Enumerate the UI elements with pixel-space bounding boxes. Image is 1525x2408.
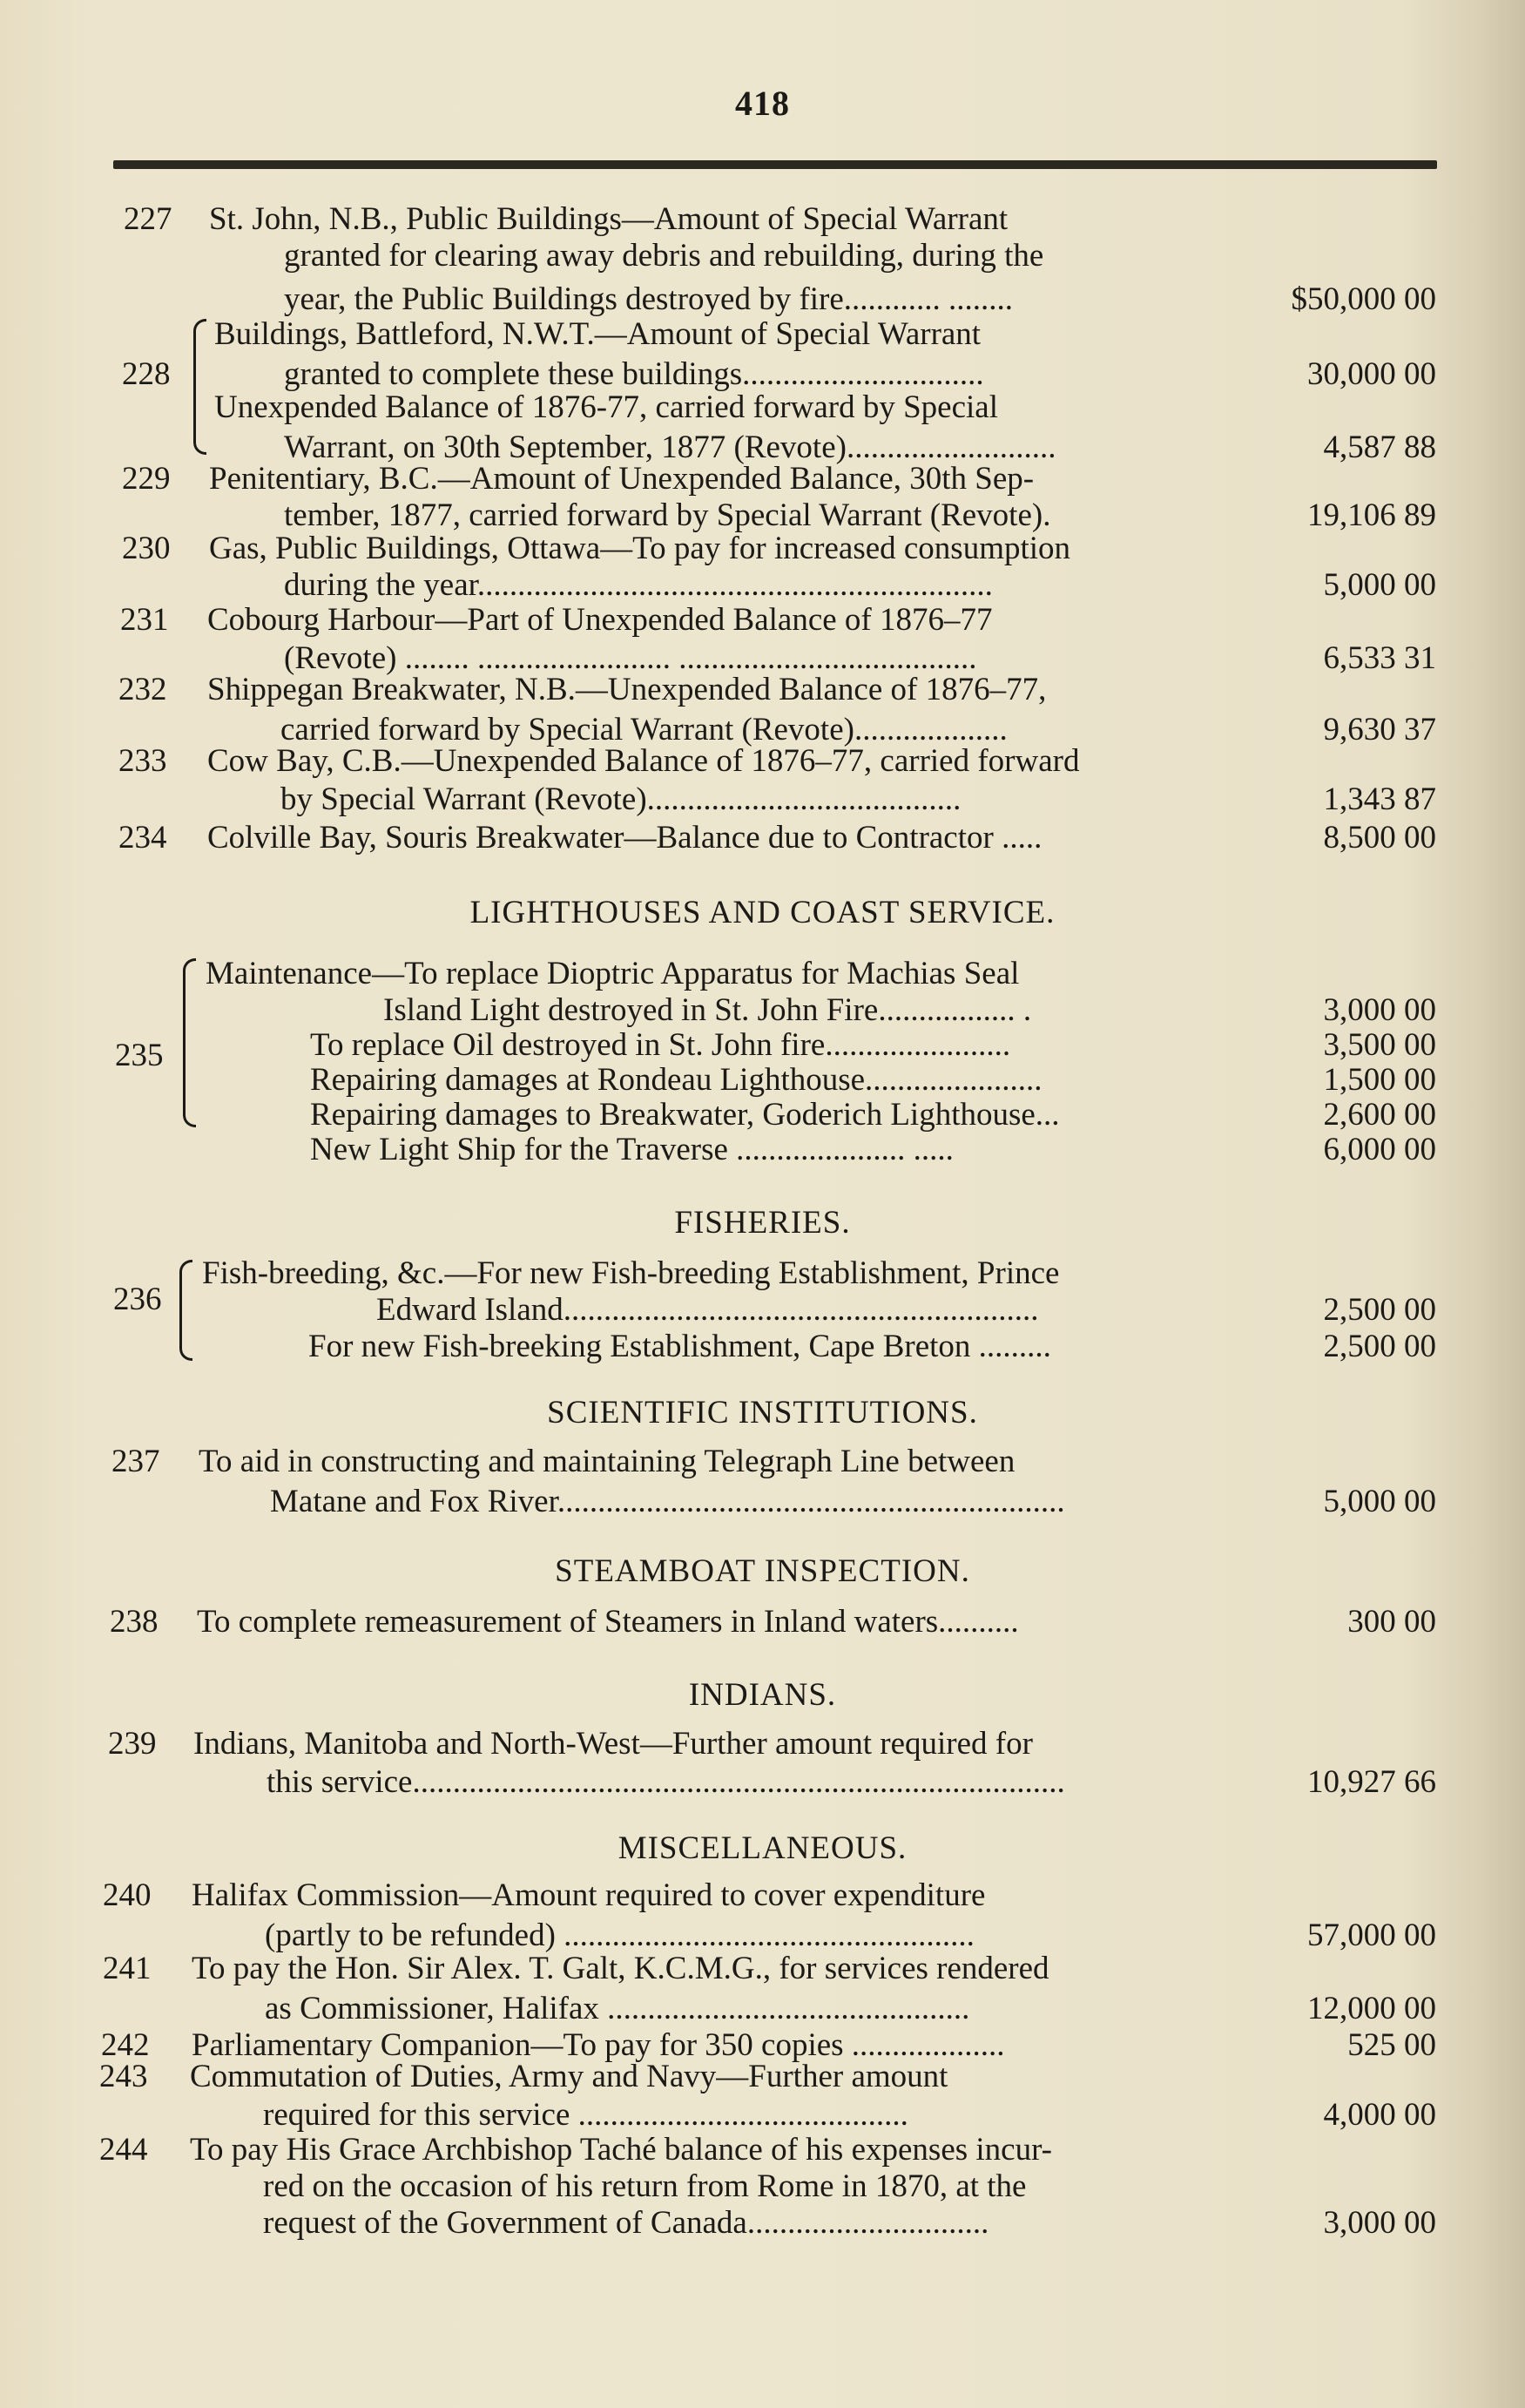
item-amount: 2,500 00 [1323,1329,1436,1364]
section-heading-steamboat: STEAMBOAT INSPECTION. [555,1553,970,1589]
entry-241-line-2 [0,1990,1525,2028]
entry-number: 228 [122,356,171,392]
entry-text: Indians, Manitoba and North-West—Further amount required for [193,1726,1033,1762]
item-amount: 1,500 00 [1323,1062,1436,1098]
indians-line-1 [0,1725,1525,1763]
entry-text: (Revote) ........ ........................ ..................................... [284,640,977,676]
entry-240-line-1 [0,1877,1525,1915]
item-text: To replace Oil destroyed in St. John fire....................... [310,1027,1011,1063]
entry-amount: 6,533 31 [1323,640,1436,676]
entry-number: 229 [122,461,171,497]
item-text: For new Fish-breeking Establishment, Cape Breton ......... [308,1329,1051,1364]
entry-text: year, the Public Buildings destroyed by fire............ ........ [284,281,1014,317]
scientific-line-2 [0,1483,1525,1521]
entry-text: St. John, N.B., Public Buildings—Amount of Special Warrant [209,201,1009,237]
entry-241-line-1 [0,1950,1525,1988]
scientific-line-1 [0,1443,1525,1481]
entry-text: Unexpended Balance of 1876-77, carried forward by Special [214,389,998,425]
entry-229-line-1 [0,460,1525,498]
entry-230-line-1 [0,530,1525,568]
entry-amount: 5,000 00 [1323,1484,1436,1519]
item-text: Maintenance—To replace Dioptric Apparatus for Machias Seal [206,956,1020,991]
entry-amount: 12,000 00 [1307,1991,1436,2026]
entry-text: Colville Bay, Souris Breakwater—Balance due to Contractor ..... [207,820,1043,856]
entry-text: To pay His Grace Archbishop Taché balance of his expenses incur- [190,2132,1053,2168]
entry-text: request of the Government of Canada.............................. [263,2205,989,2241]
entry-234-line-1 [0,819,1525,857]
entry-text: tember, 1877, carried forward by Special Warrant (Revote). [284,497,1051,533]
entry-amount: 19,106 89 [1307,497,1436,533]
entry-number: 241 [103,1951,152,1986]
entry-text: Gas, Public Buildings, Ottawa—To pay for increased consumption [209,531,1071,566]
entry-text: Buildings, Battleford, N.W.T.—Amount of Special Warrant [214,316,982,352]
lighthouse-item [0,955,1525,993]
entry-text: Cow Bay, C.B.—Unexpended Balance of 1876–77, carried forward [207,743,1080,779]
entry-number: 233 [118,743,167,779]
entry-amount: 3,000 00 [1323,2205,1436,2241]
indians-line-2 [0,1763,1525,1802]
entry-amount: 1,343 87 [1323,781,1436,817]
lighthouse-item [0,1131,1525,1169]
entry-text: Matane and Fox River............................................................... [270,1484,1065,1519]
entry-text: To complete remeasurement of Steamers in Inland waters.......... [197,1604,1019,1640]
entry-text: Halifax Commission—Amount required to cover expenditure [192,1877,986,1913]
entry-text: To pay the Hon. Sir Alex. T. Galt, K.C.M.G., for services rendered [192,1951,1049,1986]
entry-number: 227 [124,201,172,237]
entry-228-line-3 [0,389,1525,427]
entry-number: 232 [118,672,167,707]
entry-amount: 10,927 66 [1307,1764,1436,1800]
entry-amount: 4,587 88 [1323,430,1436,465]
entry-text: (partly to be refunded) ................................................... [265,1918,975,1953]
entry-number: 242 [101,2027,150,2063]
entry-text: required for this service ......................................... [263,2097,908,2133]
item-amount: 2,500 00 [1323,1292,1436,1328]
fisheries-item [0,1255,1525,1293]
section-heading-misc: MISCELLANEOUS. [617,1830,908,1866]
entry-243-line-1 [0,2058,1525,2096]
fisheries-item [0,1328,1525,1366]
lighthouse-item [0,991,1525,1030]
entry-text: granted to complete these buildings.............................. [284,356,984,392]
entry-text: red on the occasion of his return from Rome in 1870, at the [263,2168,1027,2204]
lighthouse-item [0,1026,1525,1065]
entry-227-line-2 [0,237,1525,275]
entry-text: as Commissioner, Halifax ............................................. [265,1991,970,2026]
entry-number: 235 [115,1038,164,1073]
entry-amount: 300 00 [1347,1604,1436,1640]
entry-text: Commutation of Duties, Army and Navy—Further amount [190,2059,948,2094]
entry-233-line-1 [0,742,1525,781]
entry-amount: 8,500 00 [1323,820,1436,856]
entry-text: granted for clearing away debris and rebuilding, during the [284,238,1044,274]
item-amount: 3,000 00 [1323,992,1436,1028]
top-rule [113,160,1437,169]
entry-amount: $50,000 00 [1291,281,1436,317]
item-text: Repairing damages at Rondeau Lighthouse...................... [310,1062,1043,1098]
item-text: Fish-breeding, &c.—For new Fish-breeding Establishment, Prince [202,1255,1060,1291]
entry-233-line-2 [0,781,1525,819]
entry-text: To aid in constructing and maintaining Telegraph Line between [199,1444,1016,1479]
entry-227-line-1 [0,200,1525,239]
entry-230-line-2 [0,566,1525,605]
entry-amount: 4,000 00 [1323,2097,1436,2133]
entry-number: 238 [110,1604,159,1640]
entry-number: 240 [103,1877,152,1913]
entry-text: Parliamentary Companion—To pay for 350 copies ................... [192,2027,1005,2063]
entry-number: 231 [120,602,169,638]
item-amount: 3,500 00 [1323,1027,1436,1063]
entry-text: Penitentiary, B.C.—Amount of Unexpended Balance, 30th Sep- [209,461,1035,497]
entry-text: this service................................................................................. [267,1764,1065,1800]
lighthouse-item [0,1061,1525,1099]
section-heading-lighthouses: LIGHTHOUSES AND COAST SERVICE. [469,895,1056,930]
item-amount: 6,000 00 [1323,1132,1436,1167]
steamboat-line-1 [0,1603,1525,1641]
entry-243-line-2 [0,2096,1525,2134]
entry-text: during the year................................................................ [284,567,993,603]
entry-244-line-1 [0,2131,1525,2169]
entry-232-line-1 [0,671,1525,709]
item-text: Edward Island........................................................... [376,1292,1039,1328]
entry-text: Shippegan Breakwater, N.B.—Unexpended Balance of 1876–77, [207,672,1047,707]
item-text: Island Light destroyed in St. John Fire................. . [383,992,1032,1028]
entry-244-line-2 [0,2168,1525,2206]
entry-text: by Special Warrant (Revote)....................................... [280,781,962,817]
fisheries-item [0,1291,1525,1329]
entry-amount: 30,000 00 [1307,356,1436,392]
item-text: New Light Ship for the Traverse ..................... ..... [310,1132,954,1167]
entry-amount: 9,630 37 [1323,712,1436,747]
entry-228-line-1 [0,315,1525,354]
entry-text: Warrant, on 30th September, 1877 (Revote).......................... [284,430,1056,465]
section-heading-fisheries: FISHERIES. [674,1205,851,1241]
entry-number: 243 [99,2059,148,2094]
entry-amount: 57,000 00 [1307,1918,1436,1953]
entry-number: 237 [111,1444,160,1479]
entry-231-line-1 [0,601,1525,639]
section-heading-scientific: SCIENTIFIC INSTITUTIONS. [547,1395,978,1431]
entry-amount: 525 00 [1347,2027,1436,2063]
item-amount: 2,600 00 [1323,1097,1436,1133]
entry-number: 244 [99,2132,148,2168]
entry-number: 239 [108,1726,157,1762]
item-text: Repairing damages to Breakwater, Goderich Lighthouse... [310,1097,1060,1133]
lighthouse-item [0,1096,1525,1134]
entry-number: 234 [118,820,167,856]
section-heading-indians: INDIANS. [688,1677,837,1713]
entry-number: 236 [113,1282,162,1317]
entry-text: Cobourg Harbour—Part of Unexpended Balance of 1876–77 [207,602,993,638]
entry-text: carried forward by Special Warrant (Revote)................... [280,712,1008,747]
entry-244-line-3 [0,2204,1525,2242]
page-number: 418 [735,84,790,123]
entry-amount: 5,000 00 [1323,567,1436,603]
entry-227-line-3 [0,281,1525,319]
entry-number: 230 [122,531,171,566]
